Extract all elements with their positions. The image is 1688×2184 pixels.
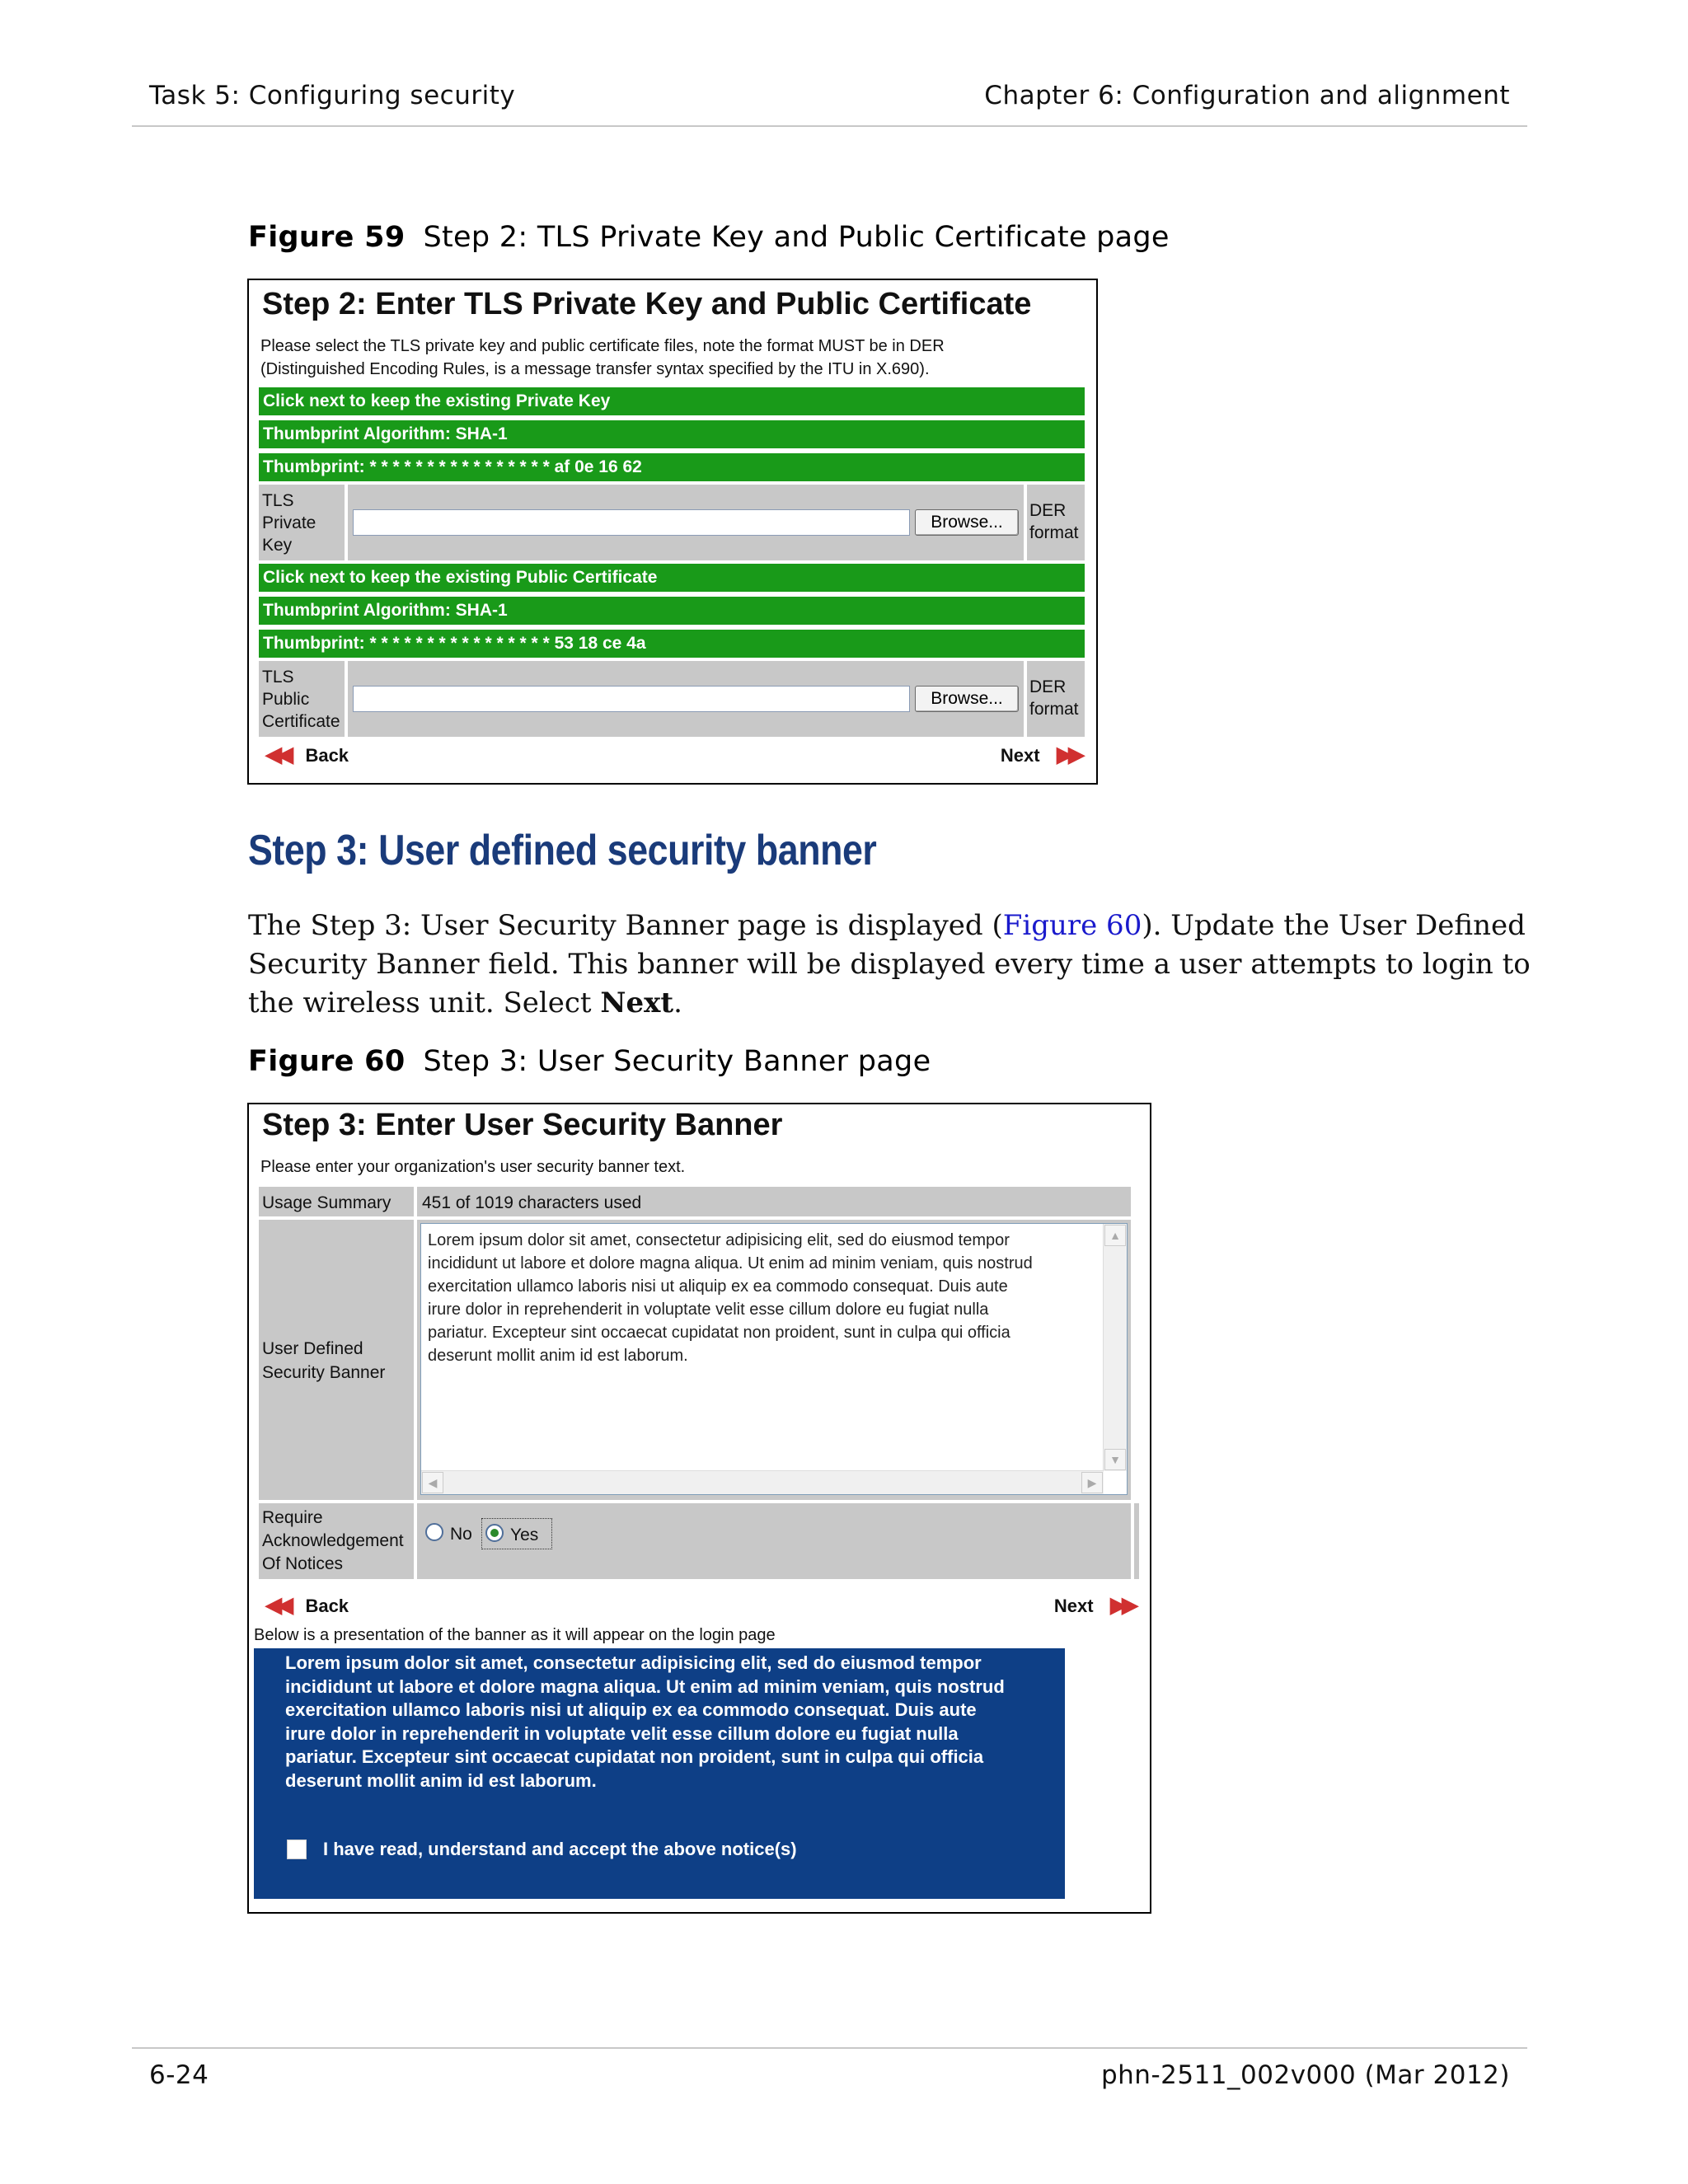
- step2-title: Step 2: Enter TLS Private Key and Public Certificate: [262, 287, 1032, 321]
- preview-text-line: irure dolor in reprehenderit in voluptate velit esse cillum dolore eu fugiat nulla: [285, 1722, 959, 1744]
- ack-label-line1: Require: [262, 1508, 323, 1527]
- scroll-down-arrow-icon[interactable]: ▼: [1104, 1449, 1126, 1470]
- private-key-label-line1: TLS: [262, 491, 294, 510]
- horizontal-scrollbar[interactable]: [421, 1470, 1104, 1494]
- scroll-right-arrow-icon[interactable]: ▶: [1081, 1472, 1103, 1493]
- ack-label-line3: Of Notices: [262, 1554, 344, 1573]
- running-header-left: Task 5: Configuring security: [149, 81, 516, 110]
- step3-back-button[interactable]: [265, 1592, 349, 1618]
- radio-yes-label: Yes: [510, 1526, 539, 1544]
- banner-text-line: exercitation ullamco laboris nisi ut aliquip ex ea commodo consequat. Duis aute: [428, 1277, 1008, 1296]
- footer-rule: [132, 2047, 1527, 2049]
- accept-label: I have read, understand and accept the above notice(s): [323, 1839, 797, 1859]
- preview-text-line: pariatur. Excepteur sint occaecat cupidatat non proident, sunt in culpa qui officia: [285, 1746, 984, 1767]
- private-key-browse-button[interactable]: Browse...: [915, 509, 1019, 536]
- accept-checkbox[interactable]: [287, 1840, 307, 1859]
- double-left-arrow-icon: ◀◀: [265, 742, 288, 766]
- public-cert-format-cell: [1027, 661, 1085, 737]
- private-key-format-line1: DER: [1029, 501, 1067, 520]
- private-key-label-line3: Key: [262, 536, 293, 555]
- radio-yes[interactable]: [485, 1524, 504, 1542]
- usage-value: 451 of 1019 characters used: [422, 1193, 642, 1212]
- step2-back-button[interactable]: [265, 742, 349, 767]
- ack-options-cell: [417, 1503, 1131, 1579]
- ack-row-edge: [1134, 1503, 1139, 1579]
- private-key-label-cell: [259, 485, 345, 560]
- preview-caption: Below is a presentation of the banner as it will appear on the login page: [254, 1626, 776, 1644]
- preview-text-line: Lorem ipsum dolor sit amet, consectetur adipisicing elit, sed do eiusmod tempor: [285, 1652, 982, 1673]
- section-paragraph: [248, 907, 1534, 1023]
- banner-preview: [254, 1648, 1065, 1899]
- usage-value-cell: [417, 1187, 1131, 1216]
- private-key-format-line2: format: [1029, 523, 1079, 542]
- figure-59-caption: [248, 221, 1170, 254]
- banner-label-line2: Security Banner: [262, 1363, 386, 1382]
- banner-input-cell: [417, 1220, 1131, 1500]
- figure-60-caption: [248, 1045, 931, 1078]
- public-cert-label-line2: Public: [262, 690, 310, 709]
- scroll-up-arrow-icon[interactable]: ▲: [1104, 1225, 1126, 1246]
- para-text-2: ). Update the User Defined: [1142, 909, 1526, 942]
- figure-60-screenshot: [247, 1103, 1151, 1914]
- banner-text-line: Lorem ipsum dolor sit amet, consectetur adipisicing elit, sed do eiusmod tempor: [428, 1231, 1010, 1249]
- step2-next-label: Next: [1000, 745, 1040, 766]
- public-cert-label-line1: TLS: [262, 668, 294, 687]
- banner-label-line1: User Defined: [262, 1339, 363, 1358]
- figure-59-label: Figure 59: [248, 221, 406, 254]
- preview-text-line: incididunt ut labore et dolore magna aliqua. Ut enim ad minim veniam, quis nostrud: [285, 1675, 1005, 1697]
- para-text-4: the wireless unit. Select: [248, 987, 601, 1019]
- ack-label-line2: Acknowledgement: [262, 1531, 404, 1550]
- figure-60-label: Figure 60: [248, 1045, 406, 1078]
- banner-text-line: irure dolor in reprehenderit in voluptate velit esse cillum dolore eu fugiat nulla: [428, 1301, 989, 1319]
- document-id: phn-2511_002v000 (Mar 2012): [1100, 2060, 1510, 2090]
- step3-description: Please enter your organization's user security banner text.: [260, 1158, 686, 1176]
- public-cert-format-line2: format: [1029, 700, 1079, 719]
- figure-59-caption-text: Step 2: TLS Private Key and Public Certificate page: [423, 221, 1170, 254]
- double-right-arrow-icon: ▶▶: [1110, 1592, 1133, 1617]
- public-cert-label-line3: Certificate: [262, 712, 340, 731]
- header-rule: [132, 125, 1527, 127]
- banner-text-line: pariatur. Excepteur sint occaecat cupidatat non proident, sunt in culpa qui officia: [428, 1324, 1010, 1342]
- banner-textarea[interactable]: [420, 1223, 1128, 1495]
- double-left-arrow-icon: ◀◀: [265, 1592, 288, 1617]
- preview-text: [285, 1652, 1005, 1793]
- step3-title: Step 3: Enter User Security Banner: [262, 1108, 783, 1142]
- step3-next-button[interactable]: [1054, 1592, 1133, 1618]
- step3-back-label: Back: [305, 1596, 349, 1616]
- public-cert-format-line1: DER: [1029, 677, 1067, 696]
- ack-option-yes[interactable]: [481, 1518, 552, 1549]
- figure-59-screenshot: [247, 279, 1098, 785]
- step2-description-line2: (Distinguished Encoding Rules, is a message transfer syntax specified by the ITU in X.690).: [260, 360, 930, 378]
- public-cert-keep-bar: Click next to keep the existing Public Certificate: [259, 564, 1085, 592]
- private-key-format-cell: [1027, 485, 1085, 560]
- double-right-arrow-icon: ▶▶: [1057, 742, 1080, 766]
- para-text-3: Security Banner field. This banner will be displayed every time a user attempts to login to: [248, 948, 1531, 981]
- private-key-label-line2: Private: [262, 513, 316, 532]
- figure-60-caption-text: Step 3: User Security Banner page: [423, 1045, 931, 1078]
- scroll-left-arrow-icon[interactable]: ◀: [422, 1472, 443, 1493]
- private-key-algorithm-bar: Thumbprint Algorithm: SHA-1: [259, 420, 1085, 448]
- running-header-right: Chapter 6: Configuration and alignment: [984, 81, 1510, 110]
- banner-text-line: deserunt mollit anim id est laborum.: [428, 1347, 688, 1365]
- private-key-keep-bar: Click next to keep the existing Private Key: [259, 387, 1085, 415]
- banner-label-cell: [259, 1220, 414, 1500]
- preview-text-line: deserunt mollit anim id est laborum.: [285, 1769, 597, 1791]
- ack-label-cell: [259, 1503, 414, 1579]
- public-cert-thumbprint-bar: Thumbprint: * * * * * * * * * * * * * * * * 53 18 ce 4a: [259, 630, 1085, 658]
- public-cert-browse-button[interactable]: Browse...: [915, 686, 1019, 712]
- public-cert-algorithm-bar: Thumbprint Algorithm: SHA-1: [259, 597, 1085, 625]
- usage-label: Usage Summary: [262, 1193, 392, 1212]
- banner-text-line: incididunt ut labore et dolore magna aliqua. Ut enim ad minim veniam, quis nostrud: [428, 1254, 1033, 1272]
- para-text-1: The Step 3: User Security Banner page is displayed (: [248, 909, 1003, 942]
- step3-next-label: Next: [1053, 1596, 1094, 1616]
- usage-label-cell: [259, 1187, 414, 1216]
- figure-60-link[interactable]: Figure 60: [1002, 909, 1142, 942]
- page-number: 6-24: [149, 2060, 209, 2090]
- public-cert-label-cell: [259, 661, 345, 737]
- step2-back-label: Back: [305, 745, 349, 766]
- radio-no-label: No: [450, 1525, 472, 1544]
- private-key-file-input[interactable]: [353, 509, 910, 536]
- step2-next-button[interactable]: [1001, 742, 1080, 767]
- radio-no[interactable]: [425, 1523, 443, 1541]
- para-text-5: .: [673, 987, 682, 1019]
- step2-description: [260, 335, 945, 381]
- public-cert-input-cell: [348, 661, 1024, 737]
- step2-description-line1: Please select the TLS private key and public certificate files, note the format MUST be in DER: [260, 337, 945, 355]
- para-bold-next: Next: [600, 987, 674, 1019]
- public-cert-file-input[interactable]: [353, 686, 910, 712]
- preview-text-line: exercitation ullamco laboris nisi ut aliquip ex ea commodo consequat. Duis aute: [285, 1699, 977, 1720]
- vertical-scrollbar[interactable]: [1103, 1224, 1127, 1471]
- section-heading: Step 3: User defined security banner: [248, 827, 877, 874]
- private-key-input-cell: [348, 485, 1024, 560]
- private-key-thumbprint-bar: Thumbprint: * * * * * * * * * * * * * * * * af 0e 16 62: [259, 453, 1085, 481]
